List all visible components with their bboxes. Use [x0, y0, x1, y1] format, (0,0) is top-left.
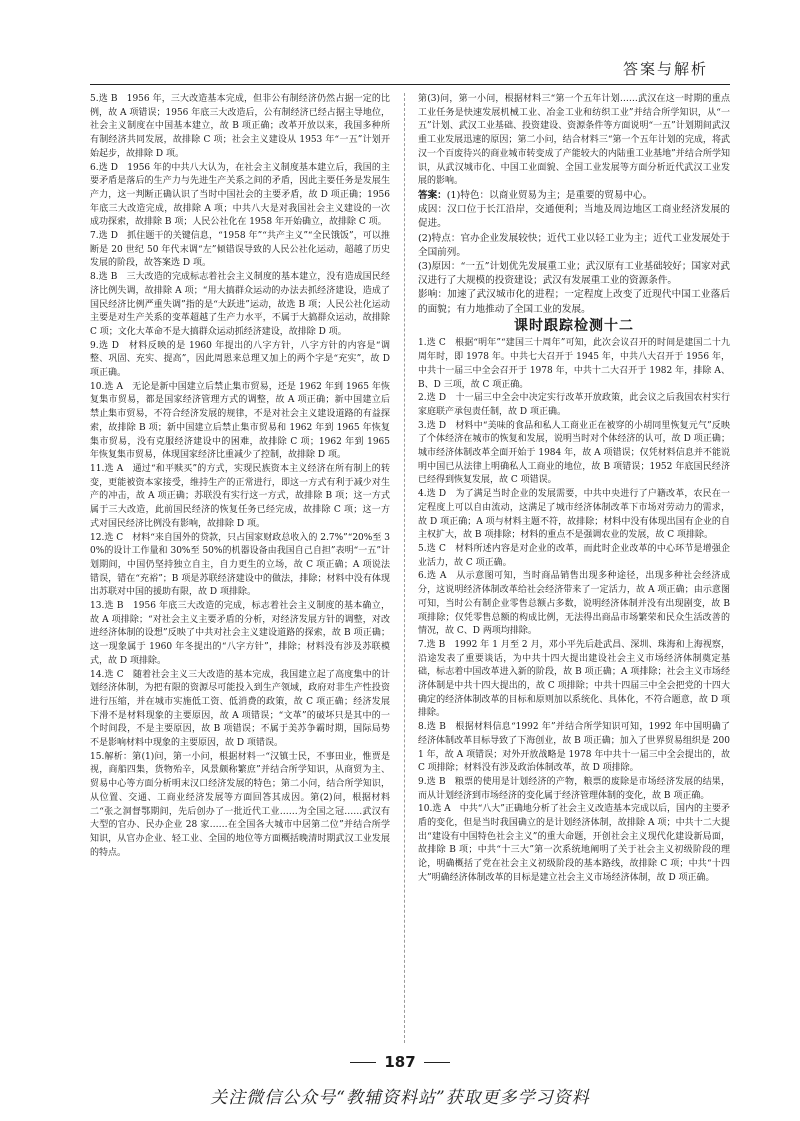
- test-answer-10: 10.选 A 中共“八大”正确地分析了社会主义改造基本完成以后，国内的主要矛盾的变化，但是当时我国确立的是计划经济体制，故排除 A 项；中共十二大提出“建设有中国特色社会主义”的重大命题，开创社会主义现代化建设新局面，故排除 B 项；中共“十三大”第一次系统地阐明了关于社会主义初级阶段的理论，明确概括了党在社会主义初级阶段的基本路线，故排除 C 项；中共“十四大”明确经济体制改革的目标是建立社会主义市场经济体制，故 D 项正确。: [418, 804, 730, 883]
- answer-entry-5: 5.选 B 1956 年，三大改造基本完成，但非公有制经济仍然占据一定的比例，故 A 项错误；1956 年底三大改造后，公有制经济已经占据主导地位，社会主义制度在中国基本建立，故 B 项正确；改革开放以来，我国多种所有制经济共同发展，故排除 C 项；社会主义建设从 1953 年“一五”计划开始起步，故排除 D 项。: [90, 94, 390, 159]
- test-answer-4: 4.选 D 为了满足当时企业的发展需要，中共中央进行了户籍改革，农民在一定程度上可以自由流动，这满足了城市经济体制改革下市场对劳动力的需求，故 D 项正确；A 项与材料主题不符，故排除；材料中没有体现出国有企业的自主权扩大，故 B 项排除；材料的重点不是强调农业的发展，故 C 项排除。: [418, 489, 730, 541]
- footer-note: 关注微信公众号“教辅资料站”获取更多学习资料: [210, 1088, 590, 1108]
- answer-line: 成因：汉口位于长江沿岸，交通便利；当地及周边地区工商业经济发展的促进。: [418, 204, 730, 230]
- test-answer-8: 8.选 B 根据材料信息“1992 年”并结合所学知识可知，1992 年中国明确了经济体制改革目标导致了下海创业，故 B 项正确；加入了世界贸易组织是 2001 年，故 A 项错误；对外开放战略是 1978 年中共十一届三中全会提出的，故 C 项排除；材料没有涉及政治体制改革，故 D 项排除。: [418, 722, 730, 774]
- answer-line: (3)原因：“一五”计划优先发展重工业；武汉原有工业基础较好；国家对武汉进行了大规模的投资建设；武汉有发展重工业的资源条件。: [418, 260, 730, 287]
- answer-entry-15: 15.解析：第(1)问，第一小问，根据材料一“汉镇士民，不事田业，惟贾是视，商船四集，货物殆辛，风景颇称繁庶”并结合所学知识，从商贸为主、贸易中心等方面分析明末汉口经济发展的特色；第二小问，结合所学知识，从位置、交通、工商业经济发展等方面回答其成因。第(2)问，根据材料二“张之洞督鄂期间，先后创办了一批近代工业……为全国之冠……武汉有大型的官办、民办企业 28 家……在全国各大城市中居第二位”并结合所学知识，从官办企业、轻工业、全国的地位等方面概括晚清时期武汉工业发展的特点。: [90, 751, 390, 858]
- answer-entry-6: 6.选 D 1956 年的中共八大认为，在社会主义制度基本建立后，我国的主要矛盾是落后的生产力与先进生产关系之间的矛盾，因此主要任务是发展生产力，这一判断正确认识了当时中国社会的主要矛盾，故 D 项正确；1956 年底三大改造完成，故排除 A 项；中共八大是对我国社会主义建设的一次成功探索，故排除 B 项；人民公社化在 1958 年开始确立，故排除 C 项。: [90, 162, 390, 228]
- column-divider: [404, 93, 405, 1043]
- test-answer-6: 6.选 A 从示意图可知，当时商品销售出现多种途径，出现多种社会经济成分，这说明经济体制改革给社会经济带来了一定活力，故 A 项正确；由示意图可知，当时公有制企业零售总额占多数，说明经济体制并没有出现剧变，故 B 项排除；仅凭零售总额的构成比例，无法得出商品市场繁荣和民众生活改善的情况，故 C、D 两项均排除。: [418, 571, 730, 637]
- section-title: 课时跟踪检测十二: [514, 317, 634, 334]
- answer-entry-7: 7.选 D 抓住题干的关键信息，“1958 年”“共产主义”“全民饿饭”，可以推断是 20 世纪 50 年代末调“左”倾错误导致的人民公社化运动，超越了历史发展的阶段，故答案选 D 项。: [90, 231, 390, 269]
- answer-line: (2)特点：官办企业发展较快；近代工业以轻工业为主；近代工业发展处于全国前列。: [418, 232, 730, 258]
- page-number-row: [0, 1053, 800, 1071]
- answer-line: 影响：加速了武汉城市化的进程；一定程度上改变了近现代中国工业落后的面貌；有力地推动了全国工业的发展。: [418, 289, 730, 315]
- answer-entry-14: 14.选 C 随着社会主义三大改造的基本完成，我国建立起了高度集中的计划经济体制，为把有限的资源尽可能投入到生产领域，政府对非生产性投资进行压缩，并在城市实施低工资、低消费的政策，故 C 项正确；经济发展下滑不是材料现象的主要原因，故 A 项错误；“文革”的破坏只是其中的一个时间段，不是主要原因，故 B 项错误；不属于美苏争霸时期，国际局势不是影响材料中现象的主要原因，故 D 项错误。: [90, 669, 390, 749]
- answer-block-first-line: [418, 189, 730, 203]
- test-answer-1: 1.选 C 根据“明年”“建国三十周年”可知，此次会议召开的时间是建国二十九周年时，即 1978 年。中共七大召开于 1945 年，中共八大召开于 1956 年，中共十一届三中全会召开于 1978 年，中共十二大召开于 1982 年，排除 A、B、D 三项，故 C 项正确。: [418, 338, 730, 390]
- answer-label: 答案：: [418, 189, 447, 201]
- page-number: 187: [384, 1053, 416, 1071]
- header-title: 答案与解析: [622, 60, 708, 78]
- test-answer-3: 3.选 D 材料中“美味的食品和私人工商业正在被穿的小胡同里恢复元气”反映了个体经济在城市的恢复和发展，说明当时对个体经济的认可，故 D 项正确；城市经济体制改革全面开始于 1984 年，故 A 项错误；仅凭材料信息并不能说明中国已从法律上明确私人工商业的地位，故 B 项错误；1952 年底国民经济已经得到恢复发展，故 C 项错误。: [418, 420, 730, 486]
- header-rule: [90, 84, 730, 85]
- answer-entry-11: 11.选 A 通过“和平赎买”的方式，实现民族资本主义经济在所有制上的转变，更能被资本家接受，维持生产的正常进行，即这一方式有利于减少对生产的冲击，故 A 项正确；苏联没有实行这一方式，故排除 B 项；这一方式属于三大改造，此前国民经济的恢复任务已经完成，故排除 C 项；这一方式对国民经济比例没有影响，故排除 D 项。: [90, 463, 390, 529]
- left-column: [90, 93, 390, 1045]
- test-answer-7: 7.选 B 1992 年 1 月至 2 月，邓小平先后赴武昌、深圳、珠海和上海视察，沿途发表了重要谈话，为中共十四大提出建设社会主义市场经济体制奠定基础，标志着中国改革进入新的阶段，故 B 项正确；A 项排除；社会主义市场经济体制是中共十四大提出的，故 C 项排除；中共十四届三中全会把党的十四大确定的经济体制改革的目标和原则加以系统化、具体化，不符合题意，故 D 项排除。: [418, 639, 730, 719]
- answer-entry-8: 8.选 B 三大改造的完成标志着社会主义制度的基本建立，没有造成国民经济比例失调，故排除 A 项；“用大搞群众运动的办法去抓经济建设，造成了国民经济比例严重失调”指的是“大跃进”运动，故选 B 项；人民公社化运动主要是对生产关系的变革超越了生产力水平，不属于大搞群众运动，故排除 C 项；文化大革命不是大搞群众运动抓经济建设，故排除 D 项。: [90, 272, 390, 337]
- answer-entry-12: 12.选 C 材料“来自国外的贷款，只占国家财政总收入的 2.7%”“20%至 30%的设计工作量和 30%至 50%的机器设备由我国自己自担”表明“一五”计划期间，中国仍坚持独立自主，自力更生的立场，故 C 项正确；A 项说法错误，错在“充裕”；B 项是苏联经济建设中的做法，排除；材料中没有体现出苏联对中国的援助有限，故 D 项排除。: [90, 532, 390, 598]
- page-number-dash-right: [424, 1062, 450, 1063]
- answer-15-continued: 第(3)问，第一小问，根据材料三“第一个五年计划……武汉在这一时期的重点工业任务是快速发展机械工业、冶金工业和纺织工业”并结合所学知识，从“一五”计划、武汉工业基础、投资建设、资源条件等方面说明“一五”计划期间武汉重工业发展迅速的原因；第二小问，结合材料三“第一个五年计划的完成，将武汉一个百废待兴的商业城市转变成了产能较大的内陆重工业基地”并结合所学知识，从武汉城市化、中国工业面貌、全国工业发展等方面分析近代武汉工业发展的影响。: [418, 94, 730, 187]
- page-number-dash-left: [350, 1062, 376, 1063]
- answer-entry-13: 13.选 B 1956 年底三大改造的完成，标志着社会主义制度的基本确立，故 A 项排除；“对社会主义主要矛盾的分析，对经济发展方针的调整，对改进经济体制的设想”反映了中共对社会主义建设道路的探索，故 B 项正确；这一现象属于 1960 年冬提出的“八字方针”，排除；材料没有涉及苏联模式，故 D 项排除。: [90, 601, 390, 666]
- test-answer-9: 9.选 B 粮票的使用是计划经济的产物，粮票的废除是市场经济发展的结果，而从计划经济到市场经济的变化属于经济管理体制的变化，故 B 项正确。: [418, 776, 730, 801]
- test-answer-5: 5.选 C 材料所述内容是对企业的改革，而此时企业改革的中心环节是增强企业活力，故 C 项正确。: [418, 544, 730, 568]
- answer-entry-9: 9.选 D 材料反映的是 1960 年提出的八字方针，八字方针的内容是“调整、巩固、充实、提高”，因此周恩来总理又加上的两个字是“充实”，故 D 项正确。: [90, 340, 390, 379]
- answer-entry-10: 10.选 A 无论是新中国建立后禁止集市贸易，还是 1962 年到 1965 年恢复集市贸易，都是国家经济管理方式的调整，故 A 项正确；新中国建立后禁止集市贸易，不符合经济发展的规律，不是对社会主义建设道路的有益探索，故排除 B 项；新中国建立后禁止集市贸易和 1962 年到 1965 年恢复集市贸易，没有克服经济建设中的困难，故排除 C 项；1962 年到 1965 年恢复集市贸易，体现国家经济比重减少了控制，故排除 D 项。: [90, 381, 390, 461]
- test-answer-2: 2.选 D 十一届三中全会中决定实行改革开放政策，此会议之后我国农村实行家庭联产承包责任制，故 D 项正确。: [418, 393, 730, 417]
- right-column: [418, 93, 730, 1045]
- answer-line: (1)特色：以商业贸易为主；是重要的贸易中心。: [446, 189, 653, 201]
